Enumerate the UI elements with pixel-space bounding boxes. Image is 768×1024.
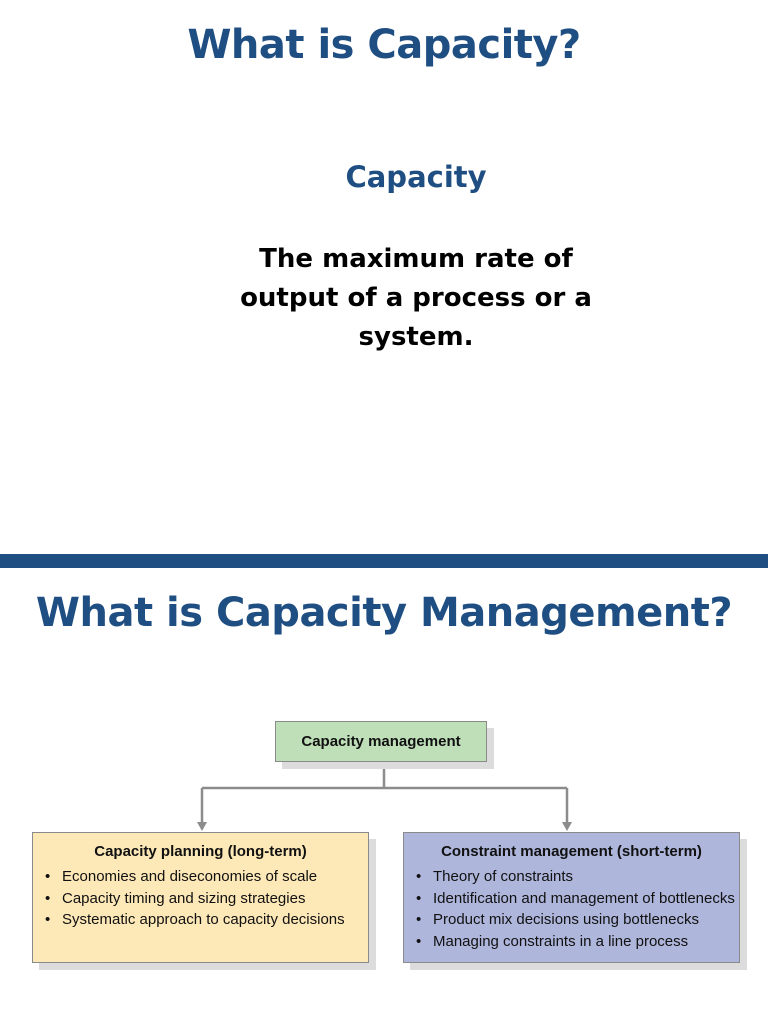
list-item: • Capacity timing and sizing strategies bbox=[43, 888, 358, 910]
constraint-management-box bbox=[403, 832, 740, 963]
list-item: • Theory of constraints bbox=[414, 866, 729, 888]
right-box-list bbox=[414, 866, 735, 952]
slide1-title: What is Capacity? bbox=[187, 22, 581, 68]
list-item: • Identification and management of bottlenecks bbox=[414, 888, 729, 910]
list-item: • Product mix decisions using bottlenecks bbox=[414, 909, 729, 931]
left-box-title: Capacity planning (long-term) bbox=[94, 843, 307, 860]
slide2-title: What is Capacity Management? bbox=[35, 590, 733, 636]
list-item: • Managing constraints in a line process bbox=[414, 931, 729, 953]
capacity-planning-box bbox=[32, 832, 369, 963]
left-box-list bbox=[43, 866, 358, 931]
term-heading: Capacity bbox=[345, 160, 487, 194]
arrowhead-left bbox=[197, 822, 207, 831]
right-box-title: Constraint management (short-term) bbox=[441, 843, 702, 860]
list-item: • Economies and diseconomies of scale bbox=[43, 866, 358, 888]
list-item: • Systematic approach to capacity decisions bbox=[43, 909, 358, 931]
root-box-label: Capacity management bbox=[301, 733, 461, 750]
slide-divider bbox=[0, 554, 768, 568]
arrowhead-right bbox=[562, 822, 572, 831]
term-definition: The maximum rate of output of a process or a system. bbox=[240, 244, 592, 352]
capacity-management-box bbox=[275, 721, 487, 762]
